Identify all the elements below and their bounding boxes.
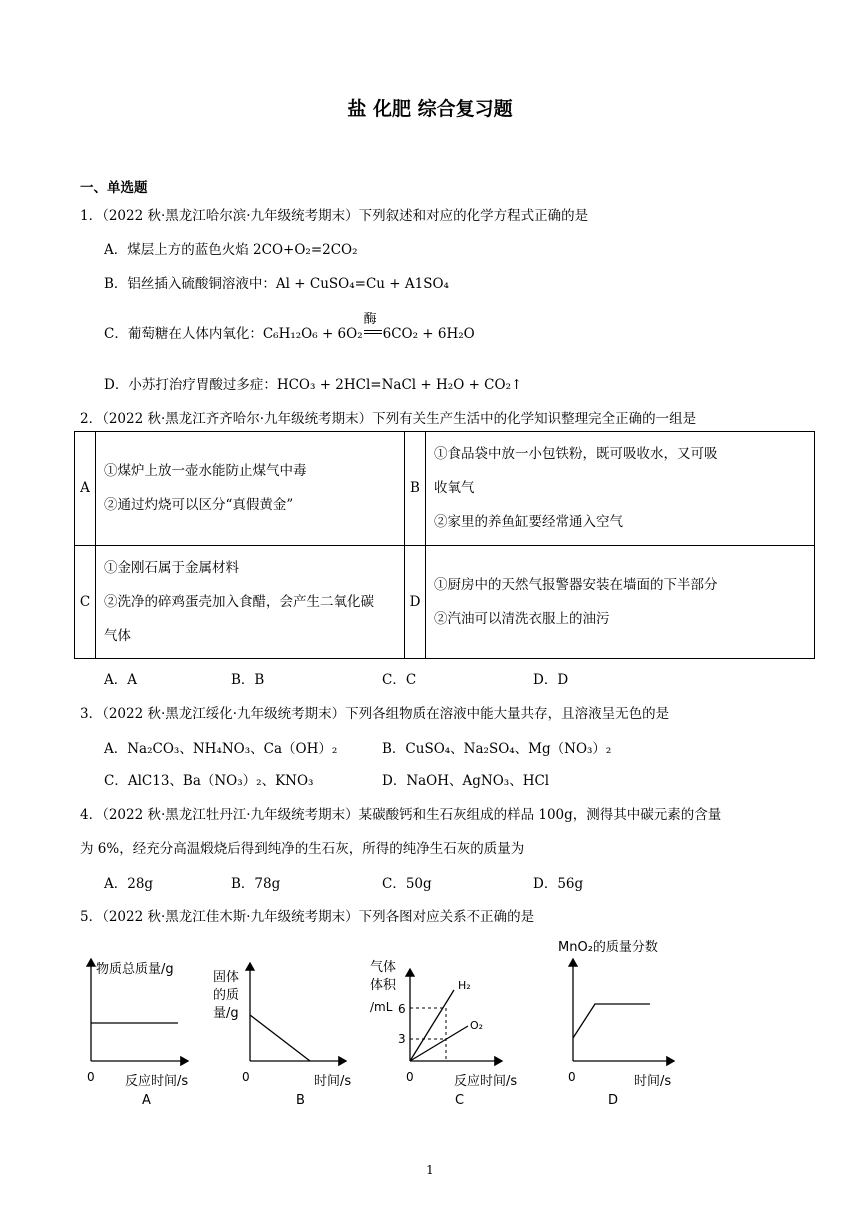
- q2-cell-c-line: ②洗净的碎鸡蛋壳加入食醋，会产生二氧化碳: [104, 593, 374, 610]
- graph-c-xlabel: 反应时间/s: [454, 1074, 518, 1089]
- q2-cell-label-c: C: [75, 545, 96, 659]
- graph-b-xlabel: 时间/s: [314, 1074, 352, 1089]
- graph-c-caption: C: [455, 1093, 465, 1108]
- graph-c-o2-line: [410, 1026, 468, 1061]
- q2-option-b: B．B: [231, 672, 265, 688]
- graph-b-origin: 0: [242, 1070, 250, 1084]
- q5-graphs: [70, 935, 710, 1110]
- q2-cell-a-line: ①煤炉上放一壶水能防止煤气中毒: [104, 463, 307, 480]
- graph-c: [370, 959, 517, 1108]
- graph-c-ylabel: /mL: [370, 1000, 393, 1014]
- q1-enzyme-label: 酶: [363, 312, 377, 327]
- graph-a: [87, 959, 188, 1108]
- q3-stem: 3．（2022 秋·黑龙江绥化·九年级统考期末）下列各组物质在溶液中能大量共存，且溶液呈无色的是: [80, 706, 670, 722]
- q2-cell-c-line: 气体: [104, 627, 131, 644]
- q2-cell-a-line: ②通过灼烧可以区分“真假黄金”: [104, 497, 294, 514]
- q2-cell-d: [426, 545, 815, 659]
- q4-option-a: A．28g: [104, 876, 154, 892]
- q2-cell-c: [96, 545, 405, 659]
- graph-b-ylabel: 的质: [213, 988, 240, 1003]
- page-number: 1: [426, 1163, 434, 1177]
- q2-cell-a: [96, 432, 405, 546]
- q3-option-d: D．NaOH、AgNO₃、HCl: [382, 773, 550, 789]
- graph-b-ylabel: 固体: [213, 970, 240, 985]
- q2-option-a: A．A: [104, 672, 137, 688]
- graph-a-origin: 0: [87, 1070, 95, 1084]
- graph-d-xlabel: 时间/s: [634, 1074, 672, 1089]
- graph-b-ylabel: 量/g: [213, 1006, 239, 1021]
- graph-b-line: [250, 1015, 310, 1061]
- q3-option-a: A．Na₂CO₃、NH₄NO₃、Ca（OH）₂: [104, 741, 338, 757]
- graph-d-caption: D: [608, 1093, 619, 1108]
- section-heading: 一、单选题: [80, 180, 148, 196]
- graph-b: [213, 963, 351, 1108]
- q2-cell-d-line: ①厨房中的天然气报警器安装在墙面的下半部分: [434, 576, 718, 593]
- q4-stem-line1: 4．（2022 秋·黑龙江牡丹江·九年级统考期末）某碳酸钙和生石灰组成的样品 100g，测得其中碳元素的含量: [80, 807, 722, 823]
- q2-cell-b-line: ①食品袋中放一小包铁粉，既可吸收水，又可吸: [434, 446, 718, 463]
- q1-option-a: A．煤层上方的蓝色火焰 2CO+O₂=2CO₂: [104, 242, 358, 258]
- q2-option-c: C．C: [382, 672, 417, 688]
- graph-c-ylabel: 体积: [370, 978, 397, 993]
- q4-stem-line2: 为 6%，经充分高温煅烧后得到纯净的生石灰，所得的纯净生石灰的质量为: [80, 841, 525, 857]
- q1-enzyme-arrow: [363, 312, 383, 342]
- q5-stem: 5．（2022 秋·黑龙江佳木斯·九年级统考期末）下列各图对应关系不正确的是: [80, 909, 535, 925]
- graph-d: [558, 939, 674, 1108]
- q2-cell-label-b: B: [405, 432, 426, 546]
- graph-c-tick-6: 6: [398, 1002, 406, 1016]
- q2-option-d: D．D: [533, 672, 569, 688]
- q1-option-c-right: 6CO₂ + 6H₂O: [382, 326, 475, 342]
- graph-c-h2-line: [410, 990, 454, 1061]
- q1-option-c-left: C．葡萄糖在人体内氧化：C₆H₁₂O₆ + 6O₂: [104, 326, 363, 342]
- graph-a-xlabel: 反应时间/s: [125, 1074, 189, 1089]
- graph-c-h2-label: H₂: [458, 979, 471, 992]
- graph-c-tick-3: 3: [398, 1032, 406, 1046]
- graph-d-line: [573, 1004, 650, 1038]
- q1-stem: 1．（2022 秋·黑龙江哈尔滨·九年级统考期末）下列叙述和对应的化学方程式正确的是: [80, 208, 589, 224]
- q2-cell-d-line: ②汽油可以清洗衣服上的油污: [434, 610, 610, 627]
- q3-option-c: C．AlC13、Ba（NO₃）₂、KNO₃: [104, 773, 314, 789]
- q2-stem: 2．（2022 秋·黑龙江齐齐哈尔·九年级统考期末）下列有关生产生活中的化学知识整理完全正确的一组是: [80, 411, 697, 427]
- graph-a-caption: A: [142, 1093, 151, 1108]
- graph-c-origin: 0: [406, 1070, 414, 1084]
- graph-a-ylabel: 物质总质量/g: [96, 962, 174, 977]
- graph-d-ylabel: MnO₂的质量分数: [558, 940, 658, 955]
- q4-option-b: B．78g: [231, 876, 281, 892]
- q4-option-c: C．50g: [382, 876, 432, 892]
- graph-c-o2-label: O₂: [470, 1019, 484, 1032]
- q4-option-d: D．56g: [533, 876, 584, 892]
- q2-cell-b-line: ②家里的养鱼缸要经常通入空气: [434, 514, 623, 531]
- page-title: 盐 化肥 综合复习题: [347, 98, 513, 120]
- q2-table: [74, 431, 815, 659]
- graph-b-caption: B: [296, 1093, 305, 1108]
- q2-cell-label-a: A: [75, 432, 96, 546]
- graph-d-origin: 0: [568, 1070, 576, 1084]
- q2-cell-c-line: ①金刚石属于金属材料: [104, 559, 239, 576]
- graph-c-ylabel: 气体: [370, 960, 397, 975]
- q1-option-c: [104, 312, 475, 342]
- q2-cell-b: [426, 432, 815, 546]
- q3-option-b: B．CuSO₄、Na₂SO₄、Mg（NO₃）₂: [382, 741, 612, 757]
- q2-cell-label-d: D: [405, 545, 426, 659]
- q1-option-b: B．铝丝插入硫酸铜溶液中：Al + CuSO₄=Cu + A1SO₄: [104, 276, 449, 292]
- q1-option-d: D．小苏打治疗胃酸过多症：HCO₃ + 2HCl=NaCl + H₂O + CO₂↑: [104, 377, 523, 393]
- q2-cell-b-line: 收氧气: [434, 480, 475, 497]
